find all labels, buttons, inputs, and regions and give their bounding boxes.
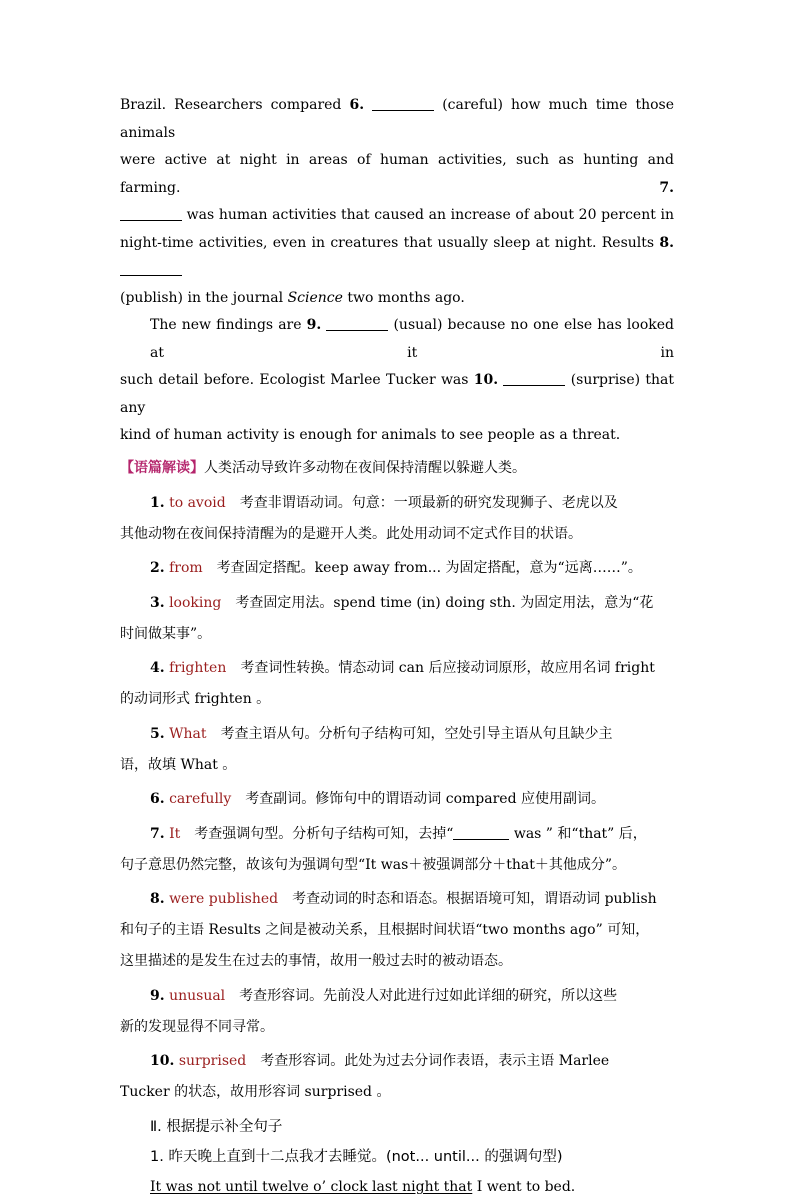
explanation-text: 考查固定用法。spend time (in) doing sth. 为固定用法，意为“花 — [221, 594, 654, 611]
explanation-text: 其他动物在夜间保持清醒为的是避开人类。此处用动词不定式作目的状语。 — [120, 525, 582, 542]
page-content — [120, 92, 674, 1202]
explanation-text: 这里描述的是发生在过去的事情，故用一般过去时的被动语态。 — [120, 953, 512, 969]
passage-line — [120, 367, 674, 422]
passage-line — [120, 285, 674, 313]
analysis-line — [120, 653, 674, 684]
answer-blank[interactable] — [120, 206, 182, 221]
analysis-item — [120, 981, 674, 1043]
answer-text: from — [169, 560, 203, 576]
explanation-text: 考查主语从句。分析句子结构可知，空处引导主语从句且缺少主 — [206, 725, 613, 742]
passage-text: such detail before. Ecologist Marlee Tucker was — [120, 372, 474, 388]
answer-text: looking — [169, 594, 222, 611]
analysis-label: 【语篇解读】 — [120, 460, 204, 476]
explanation-text: 考查形容词。先前没人对此进行过如此详细的研究，所以这些 — [225, 987, 618, 1004]
analysis-line — [120, 981, 674, 1012]
explanation-text: 和句子的主语 Results 之间是被动关系，且根据时间状语“two months ago” 可知， — [120, 922, 650, 938]
answer-line — [120, 1172, 674, 1202]
analysis-item — [120, 784, 674, 815]
answer-text: It — [169, 825, 181, 842]
item-number: 10. — [150, 1053, 175, 1069]
answer-text: What — [169, 725, 207, 742]
analysis-item — [120, 884, 674, 977]
passage-line — [120, 422, 674, 450]
analysis-item — [120, 653, 674, 715]
analysis-item — [120, 1046, 674, 1108]
answer-blank — [453, 825, 509, 840]
blank-number: 8. — [659, 234, 674, 251]
passage-line — [120, 312, 674, 367]
explanation-text: 的动词形式 frighten 。 — [120, 691, 271, 707]
explanation-text: 考查固定搭配。keep away from... 为固定搭配，意为“远离……”。 — [202, 560, 642, 576]
passage-text: (usual) because no one else has looked at it in — [150, 317, 674, 361]
blank-number: 9. — [306, 317, 322, 333]
analysis-item — [120, 488, 674, 550]
item-number: 4. — [150, 660, 165, 676]
blank-number: 6. — [349, 97, 365, 113]
explanation-text: 句子意思仍然完整，故该句为强调句型“It was＋被强调部分＋that＋其他成分”。 — [120, 856, 627, 873]
explanation-text: 考查词性转换。情态动词 can 后应接动词原形，故应用名词 fright — [226, 660, 655, 676]
analysis-item — [120, 819, 674, 881]
answer-text: I went to bed. — [472, 1179, 576, 1195]
passage-text: two months ago. — [342, 289, 465, 306]
explanation-text: 时间做某事”。 — [120, 625, 212, 642]
answer-blank[interactable] — [372, 96, 434, 111]
item-number: 2. — [150, 560, 165, 576]
explanation-text: 语，故填 What 。 — [120, 756, 237, 773]
analysis-line — [120, 588, 674, 619]
item-number: 5. — [150, 725, 165, 742]
passage-text: Brazil. Researchers compared — [120, 97, 350, 113]
passage-text: was human activities that caused an increase of about 20 percent in — [182, 207, 674, 223]
answer-text: carefully — [169, 791, 232, 807]
analysis-line — [120, 1046, 674, 1077]
passage-line — [120, 92, 674, 147]
explanation-text: 考查非谓语动词。句意：一项最新的研究发现狮子、老虎以及 — [225, 494, 618, 511]
question-text: 1. 昨天晚上直到十二点我才去睡觉。(not... until... 的强调句型) — [150, 1149, 563, 1165]
passage — [120, 92, 674, 450]
item-number: 6. — [150, 791, 165, 807]
analysis-item — [120, 553, 674, 584]
explanation-text: was ” 和“that” 后， — [509, 825, 647, 842]
section-heading: Ⅱ. 根据提示补全句子 — [150, 1119, 283, 1135]
analysis-item — [120, 588, 674, 650]
passage-text: (publish) in the journal — [120, 289, 288, 306]
passage-line — [120, 202, 674, 230]
analysis-item — [120, 719, 674, 781]
answer-text: surprised — [178, 1053, 247, 1069]
explanation-text: 考查动词的时态和语态。根据语境可知，谓语动词 publish — [278, 891, 657, 907]
section-two — [120, 1112, 674, 1202]
analysis-line — [120, 553, 674, 584]
analysis-section — [120, 453, 674, 1108]
explanation-text: 考查形容词。此处为过去分词作表语，表示主语 Marlee — [246, 1053, 610, 1069]
passage-text: (surprise) that any — [120, 372, 675, 416]
answer-text: unusual — [169, 987, 226, 1004]
explanation-text: 考查副词。修饰句中的谓语动词 compared 应使用副词。 — [231, 791, 606, 807]
blank-number: 10. — [473, 372, 499, 388]
passage-line — [120, 147, 674, 202]
answer-blank[interactable] — [120, 261, 182, 276]
analysis-summary: 人类活动导致许多动物在夜间保持清醒以躲避人类。 — [204, 460, 526, 476]
passage-text: night-time activities, even in creatures that usually sleep at night. Results — [120, 234, 660, 251]
underlined-answer: It was not until twelve o’ clock last night that — [150, 1179, 473, 1195]
item-number: 8. — [150, 891, 165, 907]
analysis-line — [120, 719, 674, 750]
answer-text: frighten — [169, 660, 227, 676]
analysis-line — [120, 884, 674, 915]
passage-text: were active at night in areas of human activities, such as hunting and farming. — [120, 152, 674, 196]
answer-blank[interactable] — [326, 316, 388, 331]
answer-blank[interactable] — [503, 371, 565, 386]
passage-text: The new findings are — [150, 317, 307, 333]
journal-name: Science — [287, 289, 343, 306]
answer-text: to avoid — [169, 494, 226, 511]
explanation-text: 新的发现显得不同寻常。 — [120, 1018, 274, 1035]
item-number: 9. — [150, 987, 165, 1004]
analysis-line — [120, 488, 674, 519]
answer-text: were published — [169, 891, 279, 907]
passage-line — [120, 230, 674, 285]
explanation-text: 考查强调句型。分析句子结构可知，去掉“ — [180, 825, 454, 842]
analysis-line — [120, 784, 674, 815]
item-number: 7. — [150, 825, 165, 842]
blank-number: 7. — [659, 179, 674, 196]
analysis-title — [120, 453, 674, 484]
passage-text: (careful) how much time those animals — [120, 97, 674, 141]
item-number: 3. — [150, 594, 165, 611]
passage-text: kind of human activity is enough for animals to see people as a threat. — [120, 427, 621, 443]
explanation-text: Tucker 的状态，故用形容词 surprised 。 — [120, 1084, 391, 1100]
item-number: 1. — [150, 494, 165, 511]
analysis-line — [120, 819, 674, 850]
